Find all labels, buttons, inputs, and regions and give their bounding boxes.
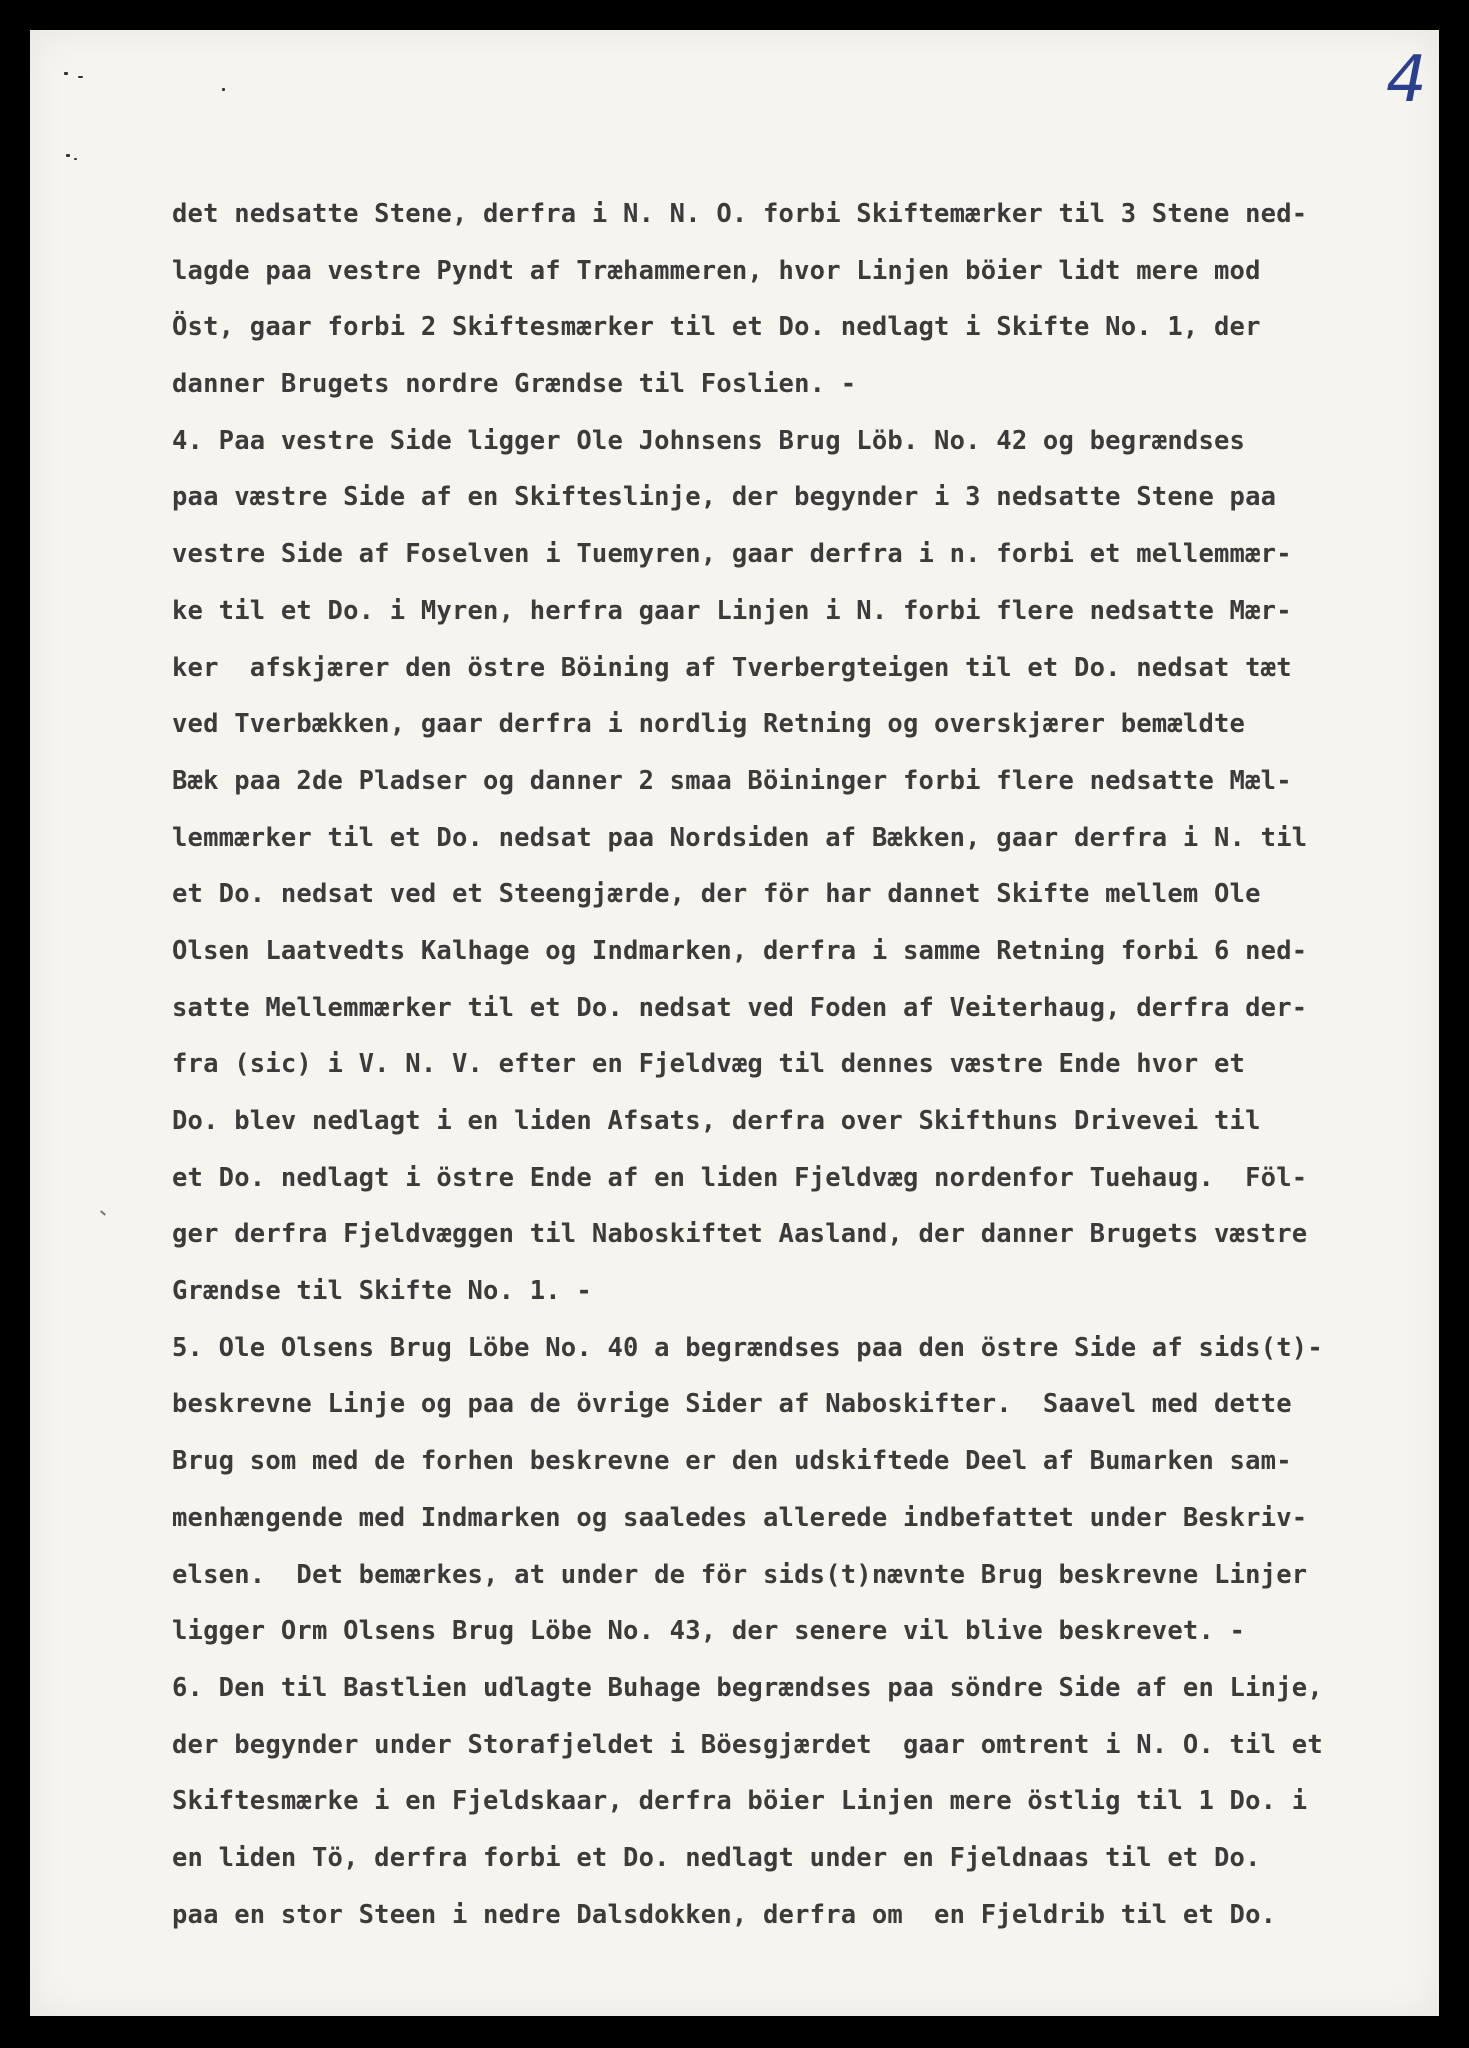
- document-page: [30, 30, 1439, 2016]
- ink-speck: [64, 72, 68, 75]
- text-line: beskrevne Linje og paa de övrige Sider af Naboskifter. Saavel med dette: [172, 1389, 1292, 1420]
- text-line: ker afskjærer den östre Böining af Tverbergteigen til et Do. nedsat tæt: [172, 652, 1292, 683]
- page-number: 4: [1386, 43, 1427, 117]
- ink-speck: [74, 158, 77, 160]
- text-line: Öst, gaar forbi 2 Skiftesmærker til et Do. nedlagt i Skifte No. 1, der: [172, 312, 1261, 343]
- ink-speck: [66, 154, 70, 157]
- text-line: et Do. nedlagt i östre Ende af en liden Fjeldvæg nordenfor Tuehaug. Föl-: [172, 1162, 1308, 1193]
- text-line: Grændse til Skifte No. 1. -: [172, 1276, 592, 1307]
- text-line: lagde paa vestre Pyndt af Træhammeren, hvor Linjen böier lidt mere mod: [172, 255, 1261, 286]
- text-line: en liden Tö, derfra forbi et Do. nedlagt under en Fjeldnaas til et Do.: [172, 1842, 1261, 1873]
- text-line: vestre Side af Foselven i Tuemyren, gaar derfra i n. forbi et mellemmær-: [172, 539, 1292, 570]
- text-line: Bæk paa 2de Pladser og danner 2 smaa Böininger forbi flere nedsatte Mæl-: [172, 765, 1292, 796]
- text-line: elsen. Det bemærkes, at under de för sids(t)nævnte Brug beskrevne Linjer: [172, 1559, 1308, 1590]
- text-line: ved Tverbækken, gaar derfra i nordlig Retning og overskjærer bemældte: [172, 709, 1246, 740]
- text-line: ke til et Do. i Myren, herfra gaar Linjen i N. forbi flere nedsatte Mær-: [172, 595, 1292, 626]
- text-line: det nedsatte Stene, derfra i N. N. O. forbi Skiftemærker til 3 Stene ned-: [172, 199, 1308, 229]
- text-line: menhængende med Indmarken og saaledes allerede indbefattet under Beskriv-: [172, 1502, 1308, 1533]
- text-line: Do. blev nedlagt i en liden Afsats, derfra over Skifthuns Drivevei til: [172, 1106, 1261, 1136]
- text-line: fra (sic) i V. N. V. efter en Fjeldvæg til dennes væstre Ende hvor et: [172, 1049, 1246, 1080]
- text-line: Skiftesmærke i en Fjeldskaar, derfra böier Linjen mere östlig til 1 Do. i: [172, 1786, 1308, 1817]
- stray-mark: [100, 1210, 106, 1215]
- ink-speck: [222, 88, 225, 91]
- text-line: 6. Den til Bastlien udlagte Buhage begrændses paa söndre Side af en Linje,: [172, 1672, 1323, 1703]
- text-line: danner Brugets nordre Grændse til Foslien. -: [172, 369, 857, 400]
- text-line: paa væstre Side af en Skifteslinje, der begynder i 3 nedsatte Stene paa: [172, 482, 1277, 513]
- text-line: ligger Orm Olsens Brug Löbe No. 43, der senere vil blive beskrevet. -: [172, 1616, 1246, 1647]
- text-line: ger derfra Fjeldvæggen til Naboskiftet Aasland, der danner Brugets væstre: [172, 1219, 1308, 1250]
- ink-speck: [78, 76, 83, 78]
- text-line: lemmærker til et Do. nedsat paa Nordsiden af Bækken, gaar derfra i N. til: [172, 822, 1308, 853]
- text-line: 5. Ole Olsens Brug Löbe No. 40 a begrændses paa den östre Side af sids(t)-: [172, 1332, 1323, 1363]
- text-line: Brug som med de forhen beskrevne er den udskiftede Deel af Bumarken sam-: [172, 1446, 1292, 1477]
- text-line: Olsen Laatvedts Kalhage og Indmarken, derfra i samme Retning forbi 6 ned-: [172, 935, 1308, 966]
- typed-text-body: [172, 186, 1442, 1943]
- text-line: et Do. nedsat ved et Steengjærde, der för har dannet Skifte mellem Ole: [172, 879, 1261, 910]
- text-line: paa en stor Steen i nedre Dalsdokken, derfra om en Fjeldrib til et Do.: [172, 1899, 1277, 1930]
- text-line: der begynder under Storafjeldet i Böesgjærdet gaar omtrent i N. O. til et: [172, 1729, 1323, 1760]
- text-line: 4. Paa vestre Side ligger Ole Johnsens Brug Löb. No. 42 og begrændses: [172, 425, 1246, 456]
- text-line: satte Mellemmærker til et Do. nedsat ved Foden af Veiterhaug, derfra der-: [172, 992, 1308, 1023]
